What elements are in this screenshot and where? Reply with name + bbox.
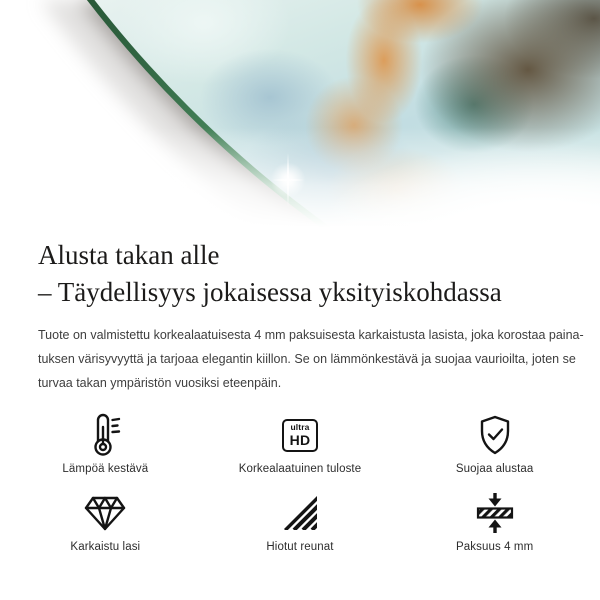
title-line-2: – Täydellisyys jokaisessa yksityiskohdassa	[38, 277, 502, 307]
description-line: tuksen värisyvyyttä ja tarjoaa elegantin kiillon. Se on lämmönkestävä ja suojaa vaurioilta, joten se	[38, 352, 576, 366]
feature-label: Korkealaatuinen tuloste	[238, 463, 362, 475]
feature-print-quality	[203, 411, 398, 475]
feature-label: Lämpöä kestävä	[62, 463, 149, 475]
description-line: turvaa takan ympäristön vuosiksi eteenpäin.	[38, 376, 282, 390]
page-title	[38, 237, 562, 311]
feature-tempered-glass	[8, 489, 203, 553]
diamond-icon	[84, 489, 126, 537]
shield-check-icon	[475, 411, 515, 459]
feature-label: Suojaa alustaa	[455, 463, 534, 475]
title-line-1: Alusta takan alle	[38, 240, 220, 270]
product-image	[0, 0, 600, 232]
feature-polished-edges	[203, 489, 398, 553]
ultra-hd-icon: ultra HD	[282, 411, 318, 459]
product-description	[38, 323, 584, 395]
features-grid	[0, 411, 600, 553]
feature-heat-resistant	[8, 411, 203, 475]
thickness-icon	[474, 489, 516, 537]
feature-protects-base	[397, 411, 592, 475]
beveled-edge-icon	[280, 489, 320, 537]
feature-thickness	[397, 489, 592, 553]
thermometer-icon	[85, 411, 125, 459]
hero-bottom-fade	[0, 0, 600, 232]
description-line: Tuote on valmistettu korkealaatuisesta 4 mm paksuisesta karkaistusta lasista, joka korostaa paina-	[38, 328, 584, 342]
feature-label: Karkaistu lasi	[70, 541, 141, 553]
feature-label: Hiotut reunat	[266, 541, 334, 553]
feature-label: Paksuus 4 mm	[456, 541, 534, 553]
